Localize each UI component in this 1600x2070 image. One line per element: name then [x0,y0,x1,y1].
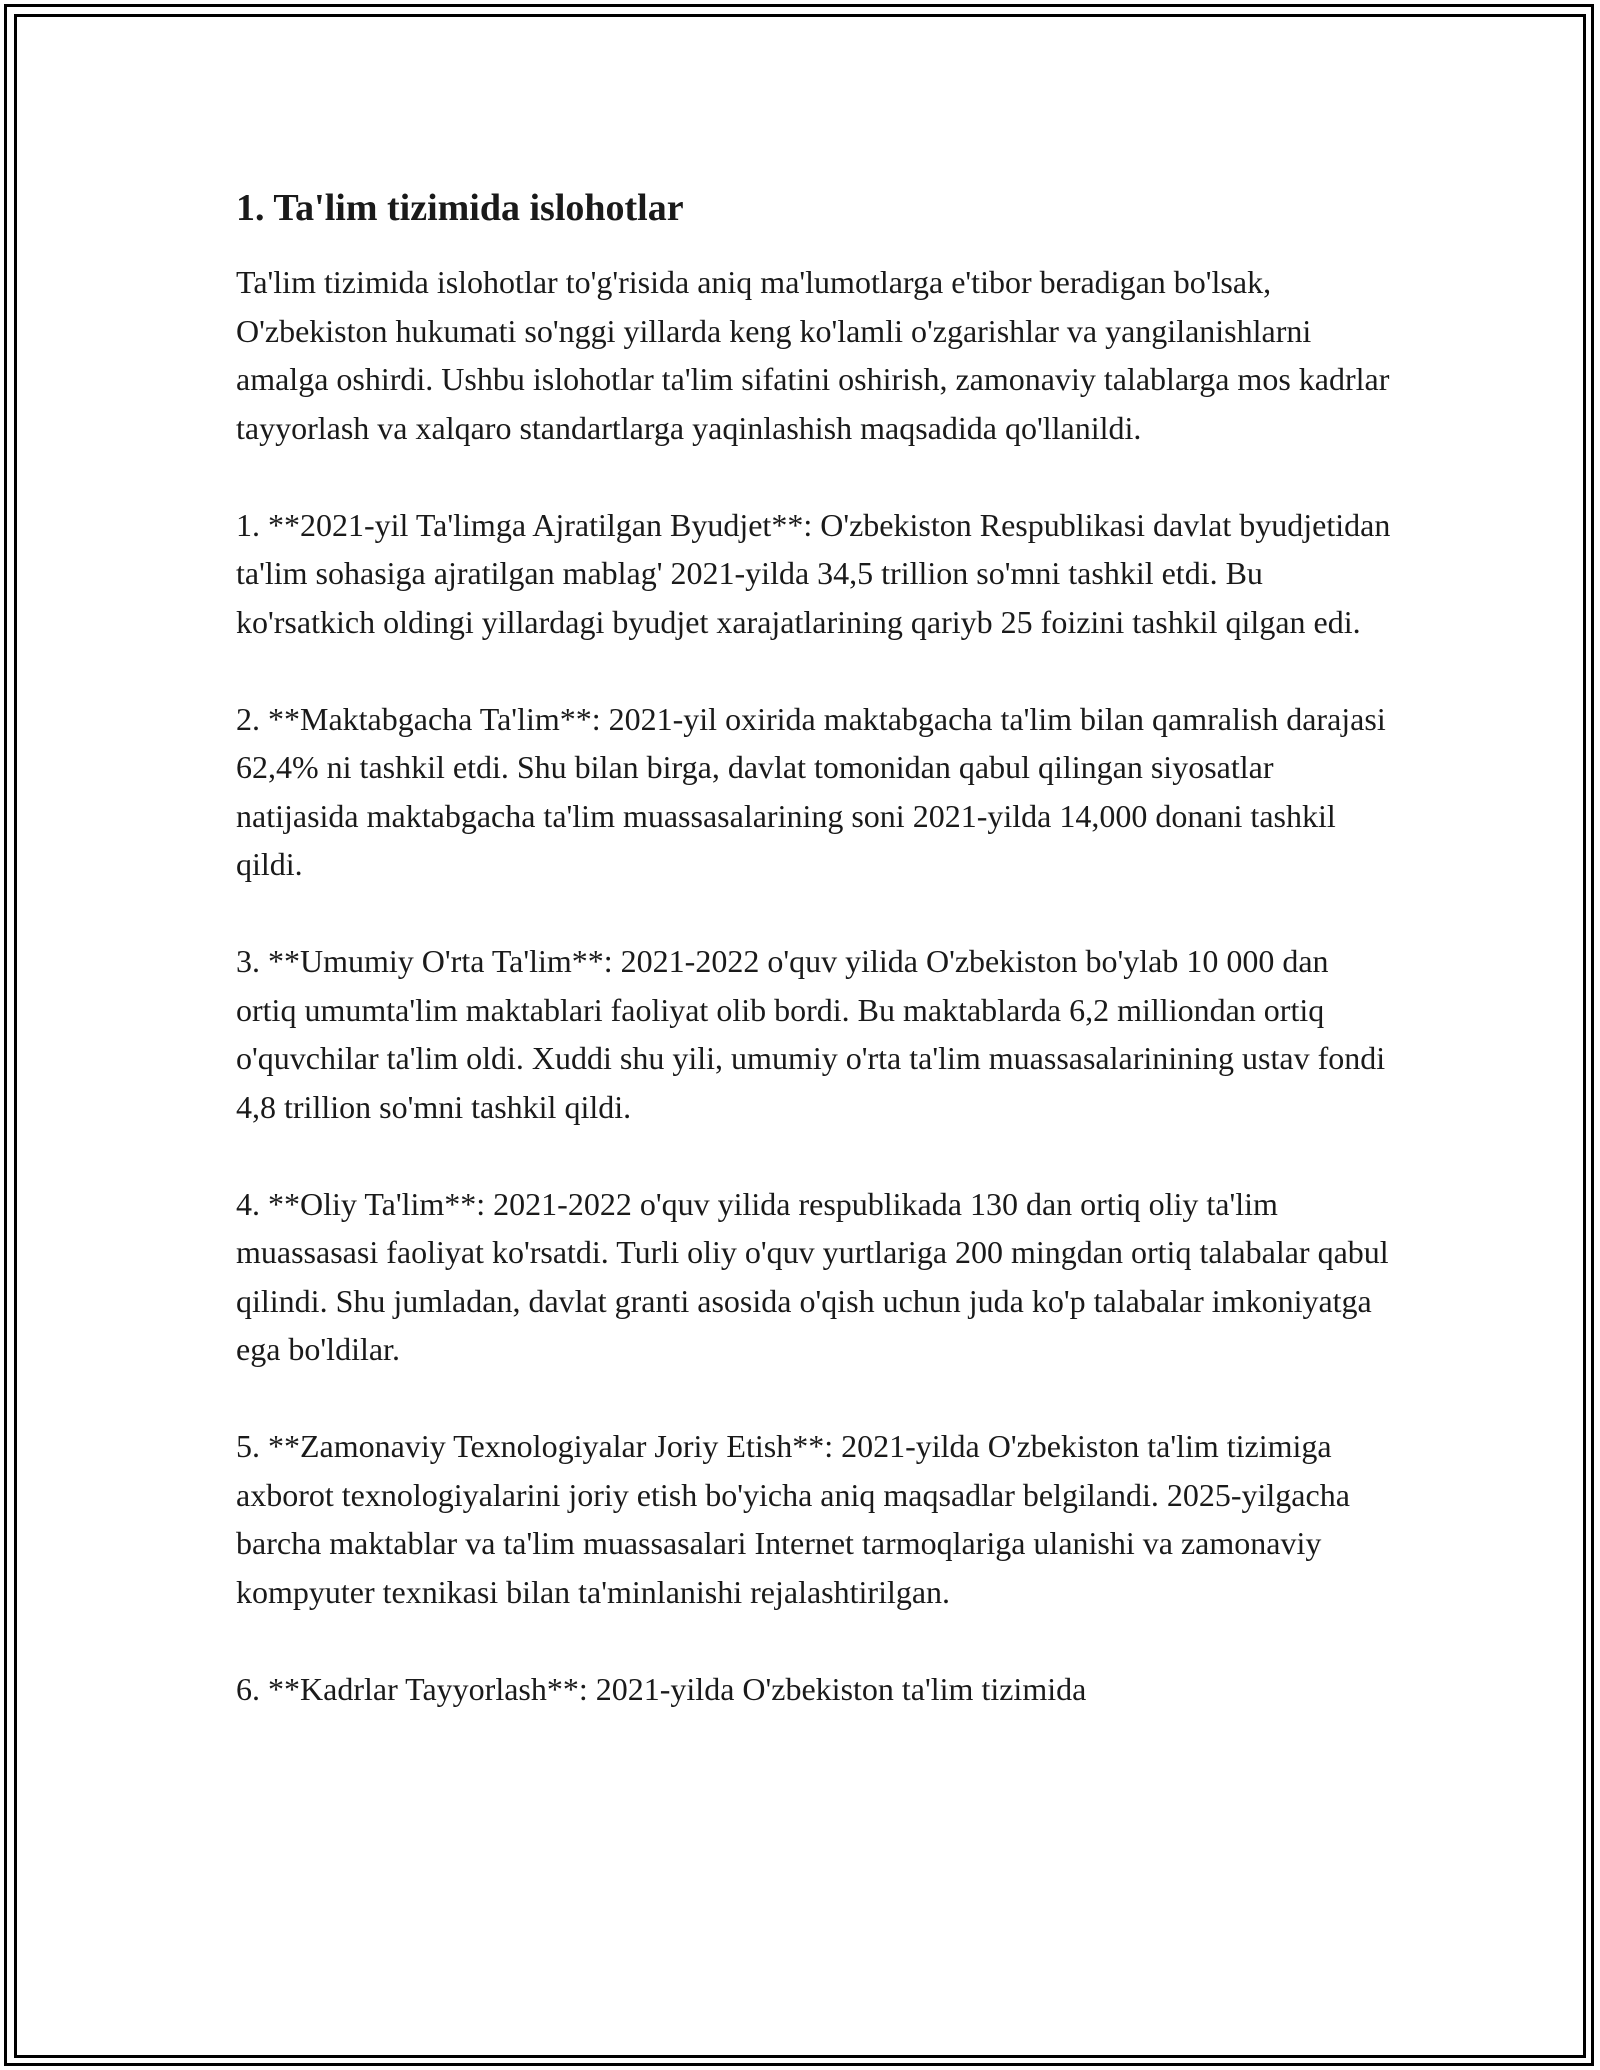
list-item-technology: 5. **Zamonaviy Texnologiyalar Joriy Etish**: 2021-yilda O'zbekiston ta'lim tizimiga axborot texnologiyalarini joriy etish bo'yicha aniq maqsadlar belgilandi. 2025-yilgacha barcha maktablar va ta'lim muassasalari Internet tarmoqlariga ulanishi va zamonaviy kompyuter texnikasi bilan ta'minlanishi rejalashtirilgan. [236,1428,1350,1610]
section-title: 1. Ta'lim tizimida islohotlar [236,187,684,229]
list-item-higher: 4. **Oliy Ta'lim**: 2021-2022 o'quv yilida respublikada 130 dan ortiq oliy ta'lim muassasasi faoliyat ko'rsatdi. Turli oliy o'quv yurtlariga 200 mingdan ortiq talabalar qabul qilindi. Shu jumladan, davlat granti asosida o'qish uchun juda ko'p talabalar imkoniyatga ega bo'ldilar. [236,1185,1389,1367]
list-item-secondary: 3. **Umumiy O'rta Ta'lim**: 2021-2022 o'quv yilida O'zbekiston bo'ylab 10 000 dan ortiq umumta'lim maktablari faoliyat olib bordi. Bu maktablarda 6,2 milliondan ortiq o'quvchilar ta'lim oldi. Xuddi shu yili, umumiy o'rta ta'lim muassasalarinining ustav fondi 4,8 trillion so'mni tashkil qildi. [236,943,1386,1125]
list-item-budget: 1. **2021-yil Ta'limga Ajratilgan Byudjet**: O'zbekiston Respublikasi davlat byudjetidan ta'lim sohasiga ajratilgan mablag' 2021-yilda 34,5 trillion so'mni tashkil etdi. Bu ko'rsatkich oldingi yillardagi byudjet xarajatlarining qariyb 25 foizini tashkil qilgan edi. [236,506,1391,640]
list-item-preschool: 2. **Maktabgacha Ta'lim**: 2021-yil oxirida maktabgacha ta'lim bilan qamralish darajasi 62,4% ni tashkil etdi. Shu bilan birga, davlat tomonidan qabul qilingan siyosatlar natijasida maktabgacha ta'lim muassasalarining soni 2021-yilda 14,000 donani tashkil qildi. [236,700,1386,882]
list-item-staff: 6. **Kadrlar Tayyorlash**: 2021-yilda O'zbekiston ta'lim tizimida [236,1670,1087,1707]
document-page [236,184,1396,1762]
intro-paragraph: Ta'lim tizimida islohotlar to'g'risida aniq ma'lumotlarga e'tibor beradigan bo'lsak, O'zbekiston hukumati so'nggi yillarda keng ko'lamli o'zgarishlar va yangilanishlarni amalga oshirdi. Ushbu islohotlar ta'lim sifatini oshirish, zamonaviy talablarga mos kadrlar tayyorlash va xalqaro standartlarga yaqinlashish maqsadida qo'llanildi. [236,264,1390,446]
